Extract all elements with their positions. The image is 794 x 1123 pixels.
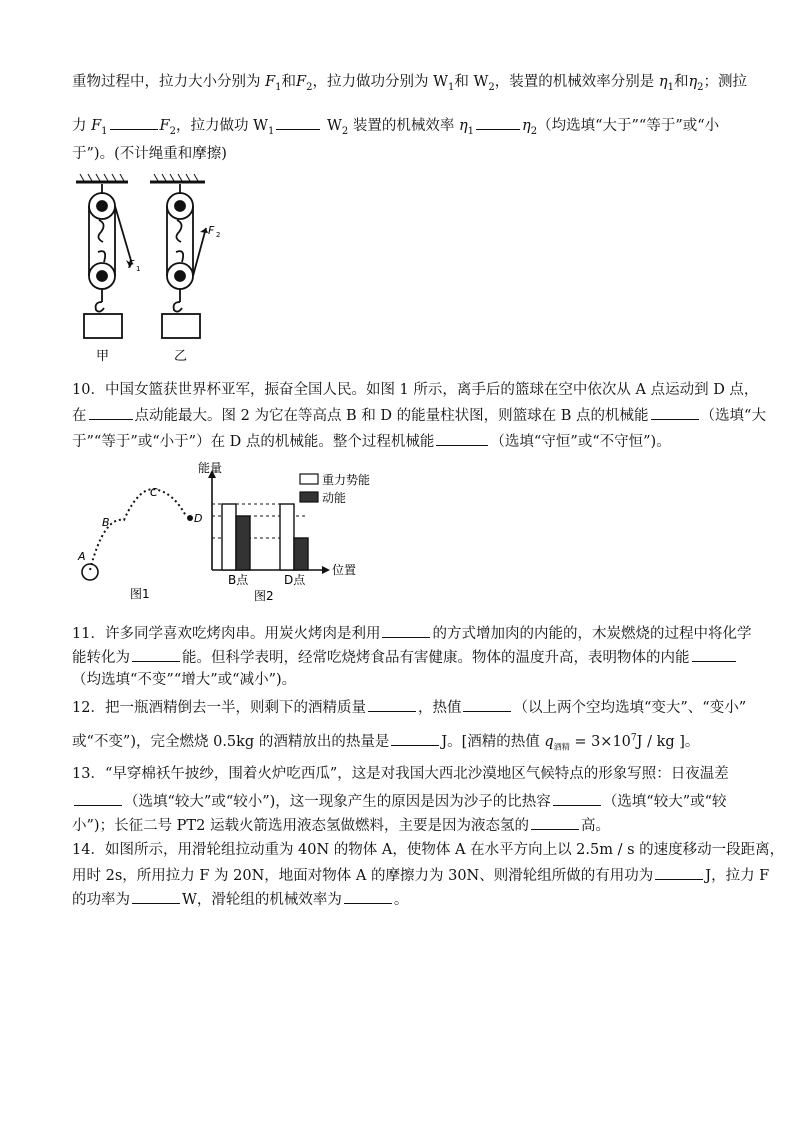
answer-blank[interactable]	[463, 696, 511, 712]
answer-blank[interactable]	[391, 730, 439, 746]
answer-blank[interactable]	[651, 404, 699, 420]
answer-blank[interactable]	[110, 114, 158, 130]
jia-label: 甲	[96, 349, 110, 364]
answer-blank[interactable]	[692, 646, 736, 662]
point-b: B	[102, 516, 110, 529]
q12-line-2: 或“不变”)，完全燃烧 0.5kg 的酒精放出的热量是 J。[酒精的热值 $q_{酒精} = 3\times 10^7J$ / kg ]。	[72, 728, 699, 758]
f1-label: F	[128, 258, 135, 271]
q13-line-1: 13．“早穿棉袄午披纱，围着火炉吃西瓜”，这是对我国大西北沙漠地区气候特点的形象写照：日夜温差	[72, 766, 729, 782]
answer-blank[interactable]	[132, 646, 180, 662]
figure-1-caption: 图1	[130, 587, 150, 601]
answer-blank[interactable]	[436, 430, 488, 446]
figure-2-caption: 图2	[254, 589, 274, 603]
q9-line-2: 力 $F_1$ $F_2$，拉力做功 $W_1$ $W_2$ 装置的机械效率 $\eta_1$ $\eta_2$（均选填“大于”“等于”或“小	[72, 114, 719, 142]
answer-blank[interactable]	[344, 888, 392, 904]
q14-line-2: 用时 2s，所用拉力 F 为 20N，地面对物体 A 的摩擦力为 30N、则滑轮组所做的有用功为 J，拉力 F	[72, 864, 769, 886]
yi-label: 乙	[174, 349, 188, 364]
answer-blank[interactable]	[382, 622, 430, 638]
answer-blank[interactable]	[74, 790, 122, 806]
y-axis-label: 能量	[198, 461, 223, 475]
point-d: D	[194, 512, 203, 525]
f2-label: F	[208, 224, 215, 237]
pulley-figure	[70, 172, 240, 366]
q14-line-1: 14．如图所示，用滑轮组拉动重为 40N 的物体 A，使物体 A 在水平方向上以 2.5m / s 的速度移动一段距离，	[72, 842, 785, 858]
bar-label-b: B点	[228, 573, 249, 587]
figure-1-trajectory	[74, 476, 214, 606]
answer-blank[interactable]	[276, 114, 320, 130]
legend-kinetic-energy: 动能	[322, 491, 347, 505]
q14-line-3: 的功率为 W，滑轮组的机械效率为 。	[72, 888, 408, 910]
q10-line-3: 于”“等于”或“小于”）在 D 点的机械能。整个过程机械能 （选填“守恒”或“不守恒”)。	[72, 430, 671, 452]
q11-line-3: （均选填“不变”“增大”或“减小”)。	[72, 672, 297, 688]
answer-blank[interactable]	[531, 814, 579, 830]
answer-blank[interactable]	[476, 114, 520, 130]
point-c: C	[150, 486, 158, 499]
f1-subscript: 1	[136, 265, 141, 273]
q13-line-3: 小”)；长征二号 PT2 运载火箭选用液态氢做燃料，主要是因为液态氢的 高。	[72, 814, 610, 836]
answer-blank[interactable]	[89, 404, 133, 420]
point-a: A	[78, 550, 86, 563]
legend-potential-energy: 重力势能	[322, 473, 371, 487]
q11-line-1: 11．许多同学喜欢吃烤肉串。用炭火烤肉是利用 的方式增加肉的内能的，木炭燃烧的过程中将化学	[72, 622, 751, 644]
answer-blank[interactable]	[655, 864, 703, 880]
q9-line-3: 于”)。(不计绳重和摩擦)	[72, 146, 227, 162]
figure-2-energy-chart	[196, 460, 396, 608]
q10-line-2: 在 点动能最大。图 2 为它在等高点 B 和 D 的能量柱状图，则篮球在 B 点的机械能 （选填“大	[72, 404, 766, 426]
q9-line-1: 重物过程中，拉力大小分别为 $F_1$和$F_2$，拉力做功分别为 $W_1$和 $W_2$，装置的机械效率分别是 $\eta_1$和$\eta_2$；测拉	[72, 74, 747, 93]
q11-line-2: 能转化为 能。但科学表明，经常吃烧烤食品有害健康。物体的温度升高，表明物体的内能	[72, 646, 738, 668]
q13-line-2: （选填“较大”或“较小”)，这一现象产生的原因是因为沙子的比热容 （选填“较大”或“较	[72, 790, 727, 812]
answer-blank[interactable]	[553, 790, 601, 806]
f2-subscript: 2	[216, 231, 221, 239]
answer-blank[interactable]	[368, 696, 416, 712]
q10-line-1: 10．中国女篮获世界杯亚军，振奋全国人民。如图 1 所示，离手后的篮球在空中依次从 A 点运动到 D 点，	[72, 382, 759, 398]
bar-label-d: D点	[284, 573, 306, 587]
q12-line-1: 12．把一瓶酒精倒去一半，则剩下的酒精质量 ，热值 （以上两个空均选填“变大”、“变小”	[72, 696, 746, 718]
x-axis-label: 位置	[332, 563, 357, 577]
answer-blank[interactable]	[132, 888, 180, 904]
